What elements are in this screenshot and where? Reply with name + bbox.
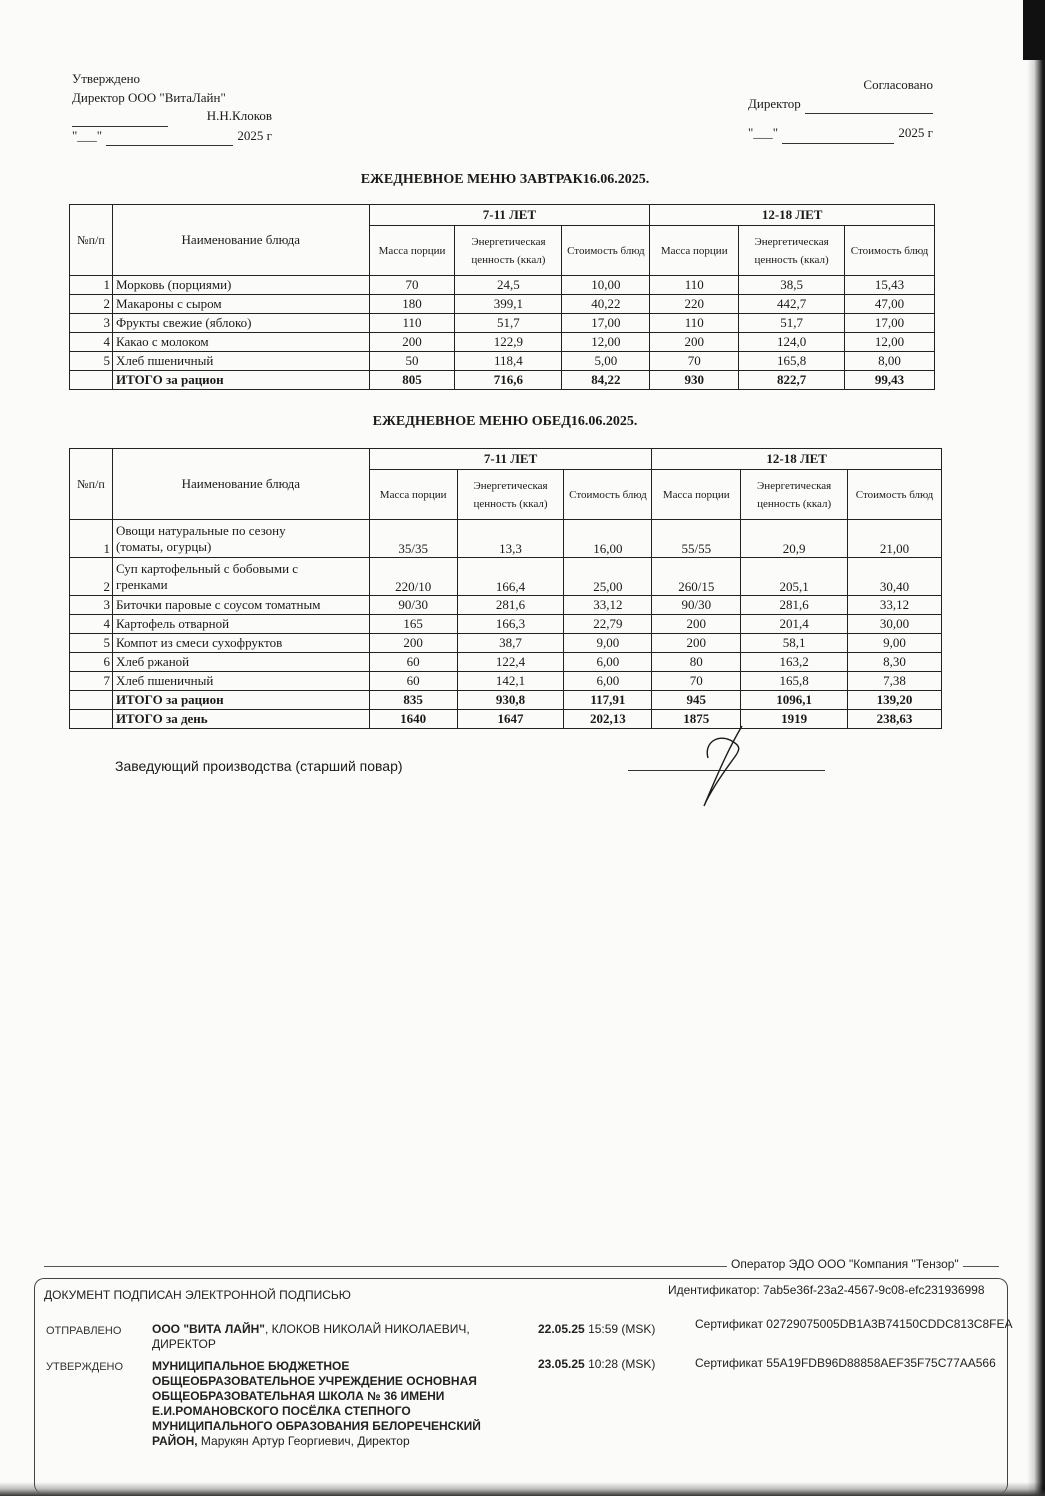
table-row bbox=[70, 295, 935, 314]
cost-12-18: 33,12 bbox=[848, 596, 942, 615]
total-cost-12-18: 99,43 bbox=[845, 371, 935, 390]
cost-7-11: 17,00 bbox=[562, 314, 650, 333]
breakfast-table bbox=[69, 204, 935, 390]
dish-name: Морковь (порциями) bbox=[112, 276, 369, 295]
table-row bbox=[70, 653, 942, 672]
approval-left-date-line bbox=[106, 127, 233, 147]
row-number: 5 bbox=[70, 634, 113, 653]
approval-right-title: Согласовано bbox=[863, 77, 933, 92]
cost-7-11: 6,00 bbox=[564, 653, 652, 672]
total-mass-7-11: 835 bbox=[369, 691, 457, 710]
row-number-empty bbox=[70, 710, 113, 729]
approver-org-line-6: РАЙОН, bbox=[152, 1434, 198, 1448]
sent-date: 22.05.25 bbox=[538, 1322, 585, 1336]
total-energy-7-11: 716,6 bbox=[455, 371, 562, 390]
cost-12-18: 21,00 bbox=[848, 520, 942, 558]
energy-7-11: 38,7 bbox=[457, 634, 564, 653]
mass-7-11: 200 bbox=[369, 634, 457, 653]
energy-12-18: 165,8 bbox=[739, 352, 845, 371]
cost-12-18: 7,38 bbox=[848, 672, 942, 691]
sent-datetime bbox=[538, 1322, 655, 1336]
sender-org-position: ДИРЕКТОР bbox=[152, 1337, 216, 1351]
energy-12-18: 201,4 bbox=[741, 615, 848, 634]
energy-7-11: 122,9 bbox=[455, 333, 562, 352]
mass-7-11: 60 bbox=[369, 653, 457, 672]
row-number: 4 bbox=[70, 615, 113, 634]
energy-12-18: 38,5 bbox=[739, 276, 845, 295]
energy-12-18: 51,7 bbox=[739, 314, 845, 333]
age-group-12-18: 12-18 ЛЕТ bbox=[650, 205, 935, 226]
col-cost-header: Стоимость блюд bbox=[564, 470, 652, 520]
approval-left-signer: Н.Н.Клоков bbox=[206, 108, 272, 123]
row-number-empty bbox=[70, 691, 113, 710]
mass-12-18: 70 bbox=[652, 672, 741, 691]
total-label: ИТОГО за рацион bbox=[112, 691, 369, 710]
row-number: 3 bbox=[70, 314, 113, 333]
total-mass-7-11: 805 bbox=[369, 371, 455, 390]
table-row bbox=[70, 634, 942, 653]
energy-7-11: 118,4 bbox=[455, 352, 562, 371]
energy-12-18: 124,0 bbox=[739, 333, 845, 352]
lunch-title: ЕЖЕДНЕВНОЕ МЕНЮ ОБЕД16.06.2025. bbox=[372, 414, 638, 429]
approver-organization bbox=[152, 1359, 481, 1449]
approver-org-line-3: ОБЩЕОБРАЗОВАТЕЛЬНАЯ ШКОЛА № 36 ИМЕНИ bbox=[152, 1389, 445, 1403]
age-group-7-11: 7-11 ЛЕТ bbox=[369, 449, 652, 470]
approval-right bbox=[748, 76, 933, 144]
total-mass-12-18: 930 bbox=[650, 371, 739, 390]
table-row bbox=[70, 615, 942, 634]
sent-label: ОТПРАВЛЕНО bbox=[46, 1325, 122, 1337]
energy-12-18: 442,7 bbox=[739, 295, 845, 314]
table-row bbox=[70, 333, 935, 352]
total-cost-7-11: 84,22 bbox=[562, 371, 650, 390]
total-energy-12-18: 822,7 bbox=[739, 371, 845, 390]
mass-12-18: 200 bbox=[652, 634, 741, 653]
energy-7-11: 51,7 bbox=[455, 314, 562, 333]
day-total-mass-7-11: 1640 bbox=[369, 710, 457, 729]
mass-7-11: 90/30 bbox=[369, 596, 457, 615]
table-row bbox=[70, 314, 935, 333]
row-number: 4 bbox=[70, 333, 113, 352]
day-total-cost-12-18: 238,63 bbox=[848, 710, 942, 729]
mass-12-18: 90/30 bbox=[652, 596, 741, 615]
mass-7-11: 165 bbox=[369, 615, 457, 634]
mass-7-11: 200 bbox=[369, 333, 455, 352]
approver-org-line-1: МУНИЦИПАЛЬНОЕ БЮДЖЕТНОЕ bbox=[152, 1359, 350, 1373]
approval-left-signature-line bbox=[72, 107, 168, 127]
col-cost-header: Стоимость блюд bbox=[845, 226, 935, 276]
energy-7-11: 166,4 bbox=[457, 558, 564, 596]
cost-12-18: 9,00 bbox=[848, 634, 942, 653]
energy-7-11: 122,4 bbox=[457, 653, 564, 672]
approval-right-signature-line bbox=[805, 95, 933, 115]
day-total-cost-7-11: 202,13 bbox=[564, 710, 652, 729]
cost-12-18: 8,00 bbox=[845, 352, 935, 371]
day-total-energy-12-18: 1919 bbox=[741, 710, 848, 729]
dish-name: Макароны с сыром bbox=[112, 295, 369, 314]
energy-7-11: 166,3 bbox=[457, 615, 564, 634]
mass-12-18: 55/55 bbox=[652, 520, 741, 558]
mass-12-18: 200 bbox=[652, 615, 741, 634]
approved-datetime bbox=[538, 1357, 655, 1371]
mass-7-11: 60 bbox=[369, 672, 457, 691]
cost-7-11: 10,00 bbox=[562, 276, 650, 295]
dish-name bbox=[112, 558, 369, 596]
dish-name-line-2: (томаты, огурцы) bbox=[115, 538, 212, 554]
approval-left-date-quote: "___" bbox=[72, 127, 103, 143]
mass-7-11: 35/35 bbox=[369, 520, 457, 558]
scan-edge-right bbox=[1027, 0, 1045, 1496]
age-group-12-18: 12-18 ЛЕТ bbox=[652, 449, 942, 470]
dish-name: Биточки паровые с соусом томатным bbox=[112, 596, 369, 615]
col-mass-header: Масса порции bbox=[369, 226, 455, 276]
day-total-energy-7-11: 1647 bbox=[457, 710, 564, 729]
sender-organization bbox=[152, 1322, 470, 1352]
dish-name: Картофель отварной bbox=[112, 615, 369, 634]
cost-7-11: 16,00 bbox=[564, 520, 652, 558]
total-energy-7-11: 930,8 bbox=[457, 691, 564, 710]
cost-7-11: 22,79 bbox=[564, 615, 652, 634]
approval-left bbox=[72, 70, 272, 146]
cost-7-11: 12,00 bbox=[562, 333, 650, 352]
total-energy-12-18: 1096,1 bbox=[741, 691, 848, 710]
dish-name: Хлеб пшеничный bbox=[112, 672, 369, 691]
table-row bbox=[70, 596, 942, 615]
energy-7-11: 24,5 bbox=[455, 276, 562, 295]
cost-7-11: 9,00 bbox=[564, 634, 652, 653]
col-mass-header: Масса порции bbox=[650, 226, 739, 276]
cost-12-18: 15,43 bbox=[845, 276, 935, 295]
mass-12-18: 110 bbox=[650, 314, 739, 333]
energy-7-11: 13,3 bbox=[457, 520, 564, 558]
approver-org-line-5: МУНИЦИПАЛЬНОГО ОБРАЗОВАНИЯ БЕЛОРЕЧЕНСКИЙ bbox=[152, 1419, 481, 1433]
table-row bbox=[70, 276, 935, 295]
cost-12-18: 30,40 bbox=[848, 558, 942, 596]
row-number: 7 bbox=[70, 672, 113, 691]
cost-12-18: 8,30 bbox=[848, 653, 942, 672]
row-number: 5 bbox=[70, 352, 113, 371]
energy-12-18: 205,1 bbox=[741, 558, 848, 596]
approver-person: Марукян Артур Георгиевич, Директор bbox=[197, 1434, 410, 1448]
energy-12-18: 58,1 bbox=[741, 634, 848, 653]
approved-time: 10:28 (MSK) bbox=[588, 1357, 656, 1371]
dish-name bbox=[112, 520, 369, 558]
row-number: 6 bbox=[70, 653, 113, 672]
col-energy-header: Энергетическая ценность (ккал) bbox=[455, 226, 562, 276]
mass-12-18: 260/15 bbox=[652, 558, 741, 596]
edo-operator: Оператор ЭДО ООО "Компания "Тензор" bbox=[727, 1257, 963, 1271]
row-number: 1 bbox=[70, 276, 113, 295]
mass-7-11: 220/10 bbox=[369, 558, 457, 596]
approval-right-date-row bbox=[748, 124, 933, 144]
col-mass-header: Масса порции bbox=[652, 470, 741, 520]
col-energy-header: Энергетическая ценность (ккал) bbox=[739, 226, 845, 276]
mass-7-11: 50 bbox=[369, 352, 455, 371]
cost-7-11: 25,00 bbox=[564, 558, 652, 596]
table-row bbox=[70, 520, 942, 558]
energy-12-18: 281,6 bbox=[741, 596, 848, 615]
day-total-label: ИТОГО за день bbox=[112, 710, 369, 729]
mass-12-18: 110 bbox=[650, 276, 739, 295]
day-total-row bbox=[70, 710, 942, 729]
signed-label: ДОКУМЕНТ ПОДПИСАН ЭЛЕКТРОННОЙ ПОДПИСЬЮ bbox=[44, 1288, 351, 1302]
col-mass-header: Масса порции bbox=[369, 470, 457, 520]
dish-name-line-1: Овощи натуральные по сезону bbox=[115, 522, 286, 538]
table-row bbox=[70, 558, 942, 596]
cost-12-18: 47,00 bbox=[845, 295, 935, 314]
approval-right-position: Директор bbox=[748, 95, 801, 111]
col-cost-header: Стоимость блюд bbox=[848, 470, 942, 520]
energy-7-11: 281,6 bbox=[457, 596, 564, 615]
day-total-mass-12-18: 1875 bbox=[652, 710, 741, 729]
row-number: 2 bbox=[70, 558, 113, 596]
row-number: 2 bbox=[70, 295, 113, 314]
col-number-header: №п/п bbox=[70, 449, 113, 520]
row-number: 3 bbox=[70, 596, 113, 615]
handwritten-signature bbox=[690, 722, 750, 812]
approval-right-year: 2025 г bbox=[898, 125, 933, 140]
approver-org-line-2: ОБЩЕОБРАЗОВАТЕЛЬНОЕ УЧРЕЖДЕНИЕ ОСНОВНАЯ bbox=[152, 1374, 477, 1388]
energy-7-11: 142,1 bbox=[457, 672, 564, 691]
col-energy-header: Энергетическая ценность (ккал) bbox=[741, 470, 848, 520]
cost-7-11: 5,00 bbox=[562, 352, 650, 371]
approval-right-date-line bbox=[782, 124, 894, 144]
cost-12-18: 17,00 bbox=[845, 314, 935, 333]
energy-12-18: 165,8 bbox=[741, 672, 848, 691]
mass-12-18: 80 bbox=[652, 653, 741, 672]
mass-7-11: 110 bbox=[369, 314, 455, 333]
approval-left-year: 2025 г bbox=[237, 127, 272, 143]
col-energy-header: Энергетическая ценность (ккал) bbox=[457, 470, 564, 520]
cost-7-11: 33,12 bbox=[564, 596, 652, 615]
dish-name: Фрукты свежие (яблоко) bbox=[112, 314, 369, 333]
approved-certificate: Сертификат 55A19FDB96D88858AEF35F75C77AA566 bbox=[695, 1356, 996, 1370]
approval-left-date-row bbox=[72, 127, 272, 147]
approval-left-position: Директор ООО "ВитаЛайн" bbox=[72, 89, 226, 105]
mass-7-11: 180 bbox=[369, 295, 455, 314]
mass-12-18: 70 bbox=[650, 352, 739, 371]
row-number: 1 bbox=[70, 520, 113, 558]
dish-name: Какао с молоком bbox=[112, 333, 369, 352]
total-mass-12-18: 945 bbox=[652, 691, 741, 710]
col-name-header: Наименование блюда bbox=[112, 449, 369, 520]
total-label: ИТОГО за рацион bbox=[112, 371, 369, 390]
approved-label: УТВЕРЖДЕНО bbox=[46, 1361, 124, 1373]
cost-7-11: 6,00 bbox=[564, 672, 652, 691]
cost-12-18: 12,00 bbox=[845, 333, 935, 352]
sender-org-name: ООО "ВИТА ЛАЙН" bbox=[152, 1322, 265, 1336]
energy-12-18: 163,2 bbox=[741, 653, 848, 672]
total-row bbox=[70, 691, 942, 710]
lunch-table bbox=[69, 448, 942, 729]
table-row bbox=[70, 352, 935, 371]
age-group-7-11: 7-11 ЛЕТ bbox=[369, 205, 650, 226]
dish-name: Хлеб ржаной bbox=[112, 653, 369, 672]
sent-time: 15:59 (MSK) bbox=[588, 1322, 656, 1336]
approved-date: 23.05.25 bbox=[538, 1357, 585, 1371]
approver-org-line-4: Е.И.РОМАНОВСКОГО ПОСЁЛКА СТЕПНОГО bbox=[152, 1404, 411, 1418]
approval-right-position-row bbox=[748, 95, 933, 115]
col-number-header: №п/п bbox=[70, 205, 113, 276]
total-cost-12-18: 139,20 bbox=[848, 691, 942, 710]
chef-signature-caption: Заведующий производства (старший повар) bbox=[115, 758, 403, 774]
dish-name: Компот из смеси сухофруктов bbox=[112, 634, 369, 653]
col-cost-header: Стоимость блюд bbox=[562, 226, 650, 276]
mass-7-11: 70 bbox=[369, 276, 455, 295]
approval-left-title: Утверждено bbox=[72, 71, 141, 86]
dish-name-line-1: Суп картофельный с бобовыми с bbox=[115, 560, 299, 576]
document-identifier: Идентификатор: 7ab5e36f-23a2-4567-9c08-efc231936998 bbox=[668, 1283, 985, 1297]
total-cost-7-11: 117,91 bbox=[564, 691, 652, 710]
energy-12-18: 20,9 bbox=[741, 520, 848, 558]
sender-org-person: , КЛОКОВ НИКОЛАЙ НИКОЛАЕВИЧ, bbox=[264, 1322, 470, 1336]
mass-12-18: 200 bbox=[650, 333, 739, 352]
sent-certificate: Сертификат 02729075005DB1A3B74150CDDC813C8FEA bbox=[695, 1317, 1013, 1331]
energy-7-11: 399,1 bbox=[455, 295, 562, 314]
row-number-empty bbox=[70, 371, 113, 390]
mass-12-18: 220 bbox=[650, 295, 739, 314]
breakfast-title: ЕЖЕДНЕВНОЕ МЕНЮ ЗАВТРАК16.06.2025. bbox=[360, 172, 650, 187]
cost-12-18: 30,00 bbox=[848, 615, 942, 634]
approval-right-date-quote: "___" bbox=[748, 125, 779, 140]
table-row bbox=[70, 672, 942, 691]
dish-name-line-2: гренками bbox=[115, 576, 168, 592]
col-name-header: Наименование блюда bbox=[112, 205, 369, 276]
total-row bbox=[70, 371, 935, 390]
approval-left-signer-row bbox=[72, 107, 272, 127]
dish-name: Хлеб пшеничный bbox=[112, 352, 369, 371]
cost-7-11: 40,22 bbox=[562, 295, 650, 314]
